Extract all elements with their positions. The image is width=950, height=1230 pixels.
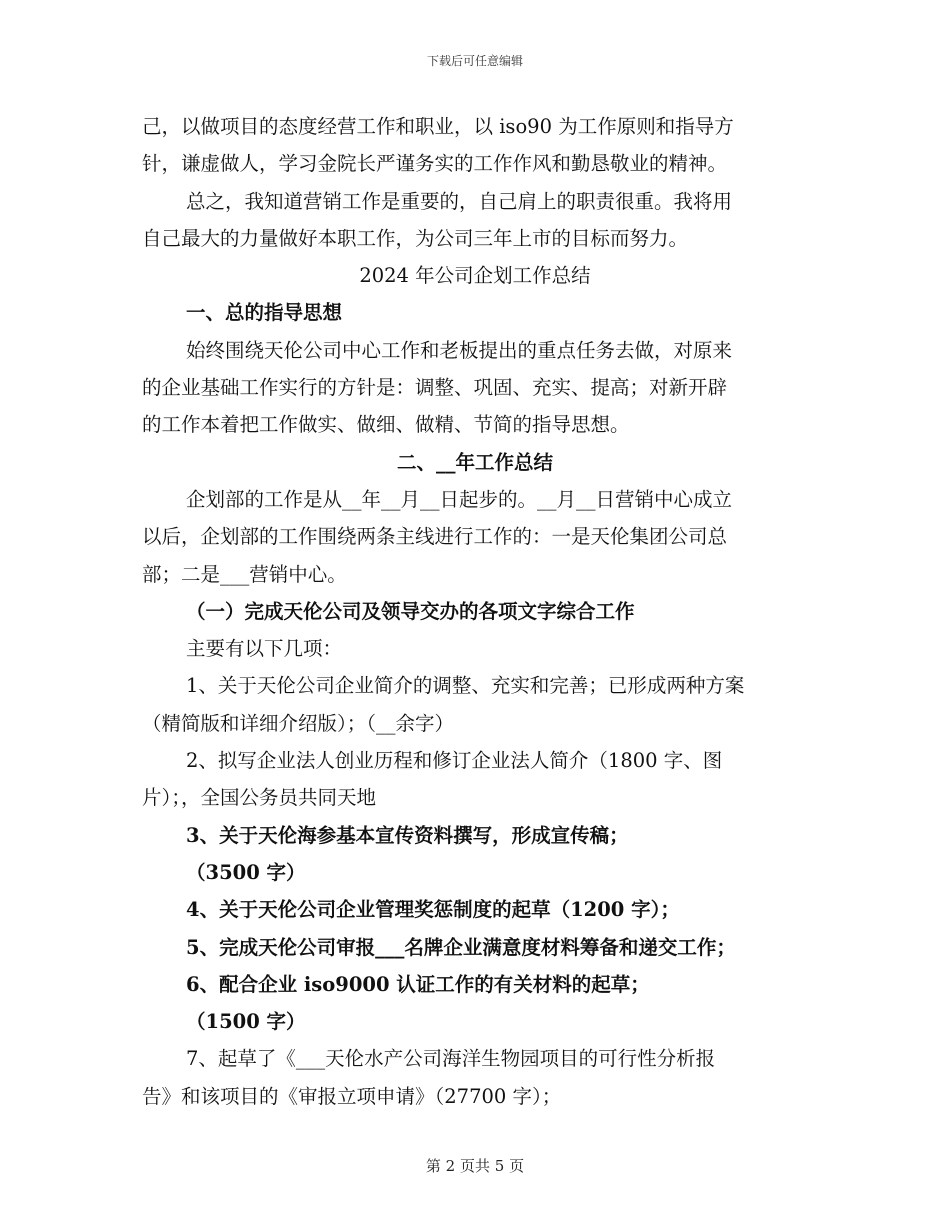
heading-year-summary: 二、__年工作总结 [396,450,553,474]
list-item: 5、完成天伦公司审报___名牌企业满意度材料筹备和递交工作； [186,935,736,959]
list-item: 1、关于天伦公司企业简介的调整、充实和完善；已形成两种方案 [186,674,745,698]
section-title: 2024 年公司企划工作总结 [359,264,591,288]
list-item-continuation: （3500 字） [186,860,306,884]
heading-subsection-1: （一）完成天伦公司及领导交办的各项文字综合工作 [186,599,635,623]
body-line: 主要有以下几项： [186,637,343,661]
body-line: 始终围绕天伦公司中心工作和老板提出的重点任务去做，对原来 [186,338,733,362]
list-item-continuation: （1500 字） [186,1010,306,1034]
list-item-continuation: （精简版和详细介绍版）；（__余字） [142,711,455,735]
body-line: 部；二是___营销中心。 [142,562,347,586]
body-line: 己，以做项目的态度经营工作和职业，以 iso90 为工作原则和指导方 [142,115,734,138]
list-item: 6、配合企业 iso9000 认证工作的有关材料的起草； [186,972,650,996]
document-body [142,108,808,1115]
list-item: 3、关于天伦海参基本宣传资料撰写，形成宣传稿； [186,823,629,847]
body-line: 针，谦虚做人，学习金院长严谨务实的工作作风和勤恳敬业的精神。 [142,152,728,176]
page-footer: 第 2 页共 5 页 [425,1157,525,1175]
body-line: 总之，我知道营销工作是重要的，自己肩上的职责很重。我将用 [186,189,733,213]
list-item-continuation: 告》和该项目的《审报立项申请》（27700 字）； [142,1084,562,1108]
list-item: 4、关于天伦公司企业管理奖惩制度的起草（1200 字）； [186,898,680,922]
body-line: 的工作本着把工作做实、做细、做精、节简的指导思想。 [142,413,630,437]
list-item-continuation: 片）；，全国公务员共同天地 [142,786,377,810]
page-header: 下载后可任意编辑 [426,54,523,68]
list-item: 7、起草了《___天伦水产公司海洋生物园项目的可行性分析报 [186,1047,716,1071]
body-line: 企划部的工作是从__年__月__日起步的。__月__日营销中心成立 [186,487,733,511]
body-line: 以后，企划部的工作围绕两条主线进行工作的：一是天伦集团公司总 [142,525,728,549]
heading-guiding-thought: 一、总的指导思想 [186,301,343,325]
body-line: 的企业基础工作实行的方针是：调整、巩固、充实、提高；对新开辟 [142,376,728,400]
body-line: 自己最大的力量做好本职工作，为公司三年上市的目标而努力。 [142,226,689,250]
list-item: 2、拟写企业法人创业历程和修订企业法人简介（1800 字、图 [186,749,723,773]
